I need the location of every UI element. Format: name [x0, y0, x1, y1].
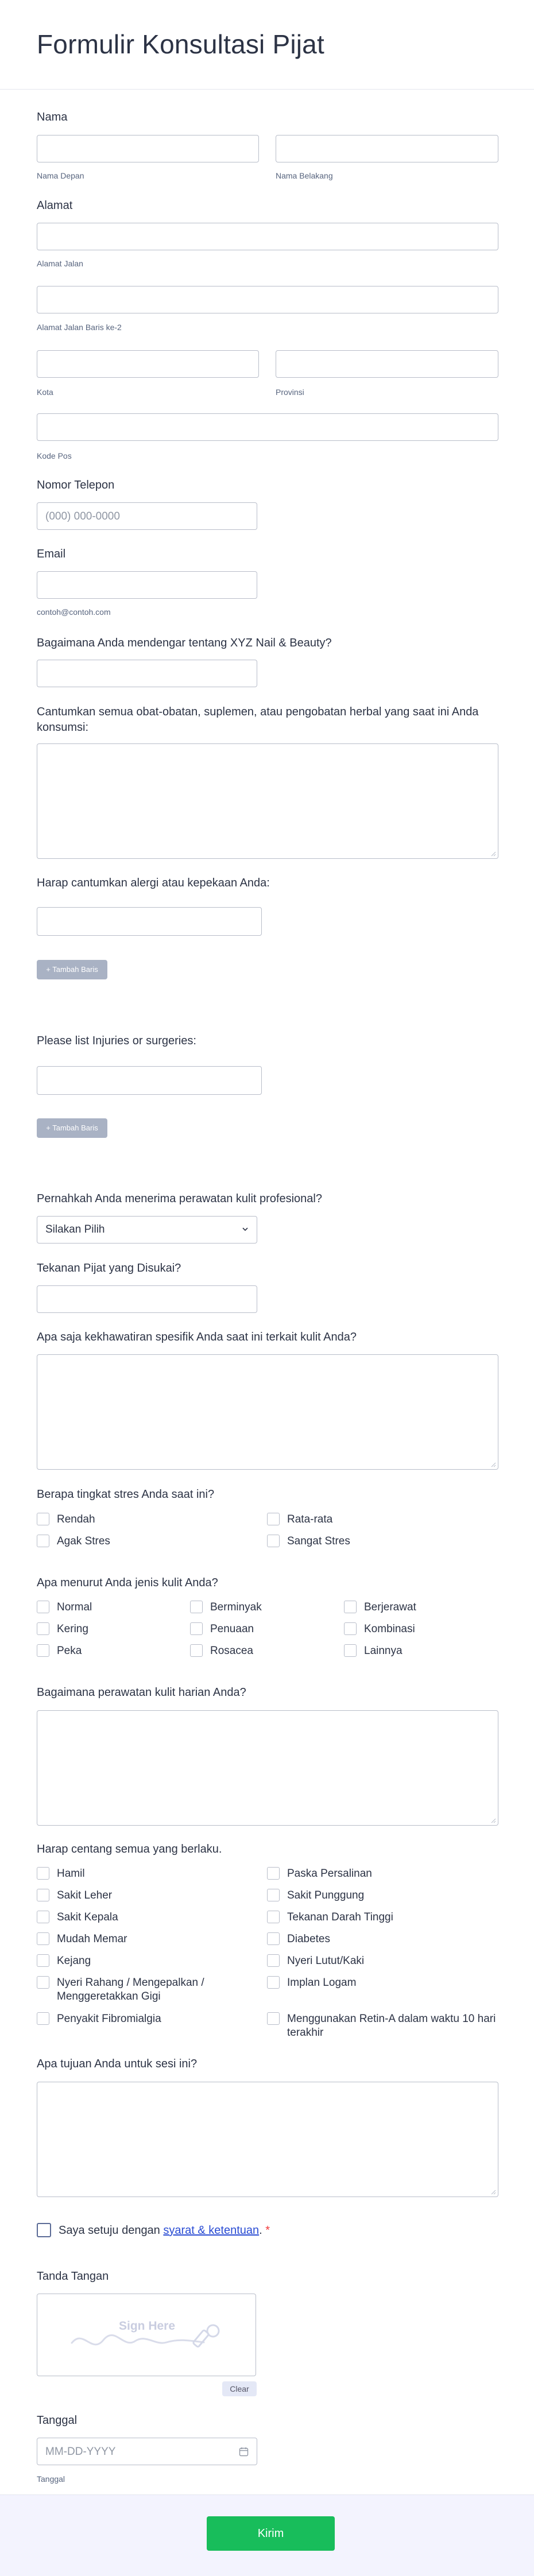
resize-grip-icon[interactable]	[490, 2189, 496, 2195]
required-mark: *	[265, 2224, 270, 2237]
checkbox[interactable]	[37, 1644, 49, 1657]
routine-textarea[interactable]	[37, 1710, 498, 1826]
chevron-down-icon	[242, 1226, 249, 1233]
checkbox[interactable]	[37, 1932, 49, 1945]
date-label: Tanggal	[37, 2414, 78, 2427]
last-name-input[interactable]	[276, 135, 498, 162]
checkbox[interactable]	[267, 1867, 280, 1880]
resize-grip-icon[interactable]	[490, 1462, 496, 1467]
signature-clear-button[interactable]: Clear	[222, 2381, 257, 2396]
street-input[interactable]	[37, 223, 498, 250]
injuries-label: Please list Injuries or surgeries:	[37, 1035, 196, 1047]
calendar-icon[interactable]	[239, 2447, 249, 2457]
concerns-textarea[interactable]	[37, 1354, 498, 1470]
skin-type-label: Apa menurut Anda jenis kulit Anda?	[37, 1576, 218, 1589]
injuries-input[interactable]	[37, 1066, 262, 1095]
checkbox[interactable]	[344, 1622, 357, 1635]
checkbox[interactable]	[190, 1601, 203, 1613]
date-sublabel: Tanggal	[37, 2474, 65, 2484]
phone-label: Nomor Telepon	[37, 479, 115, 491]
resize-grip-icon[interactable]	[490, 851, 496, 857]
conditions-label: Harap centang semua yang berlaku.	[37, 1843, 222, 1856]
province-sublabel: Provinsi	[276, 388, 304, 397]
checkbox[interactable]	[37, 1601, 49, 1613]
name-label: Nama	[37, 111, 68, 123]
agree-prefix: Saya setuju dengan	[59, 2224, 164, 2237]
checkbox[interactable]	[37, 1889, 49, 1901]
pressure-label: Tekanan Pijat yang Disukai?	[37, 1262, 181, 1275]
checkbox[interactable]	[190, 1622, 203, 1635]
checkbox[interactable]	[267, 2012, 280, 2025]
heard-input[interactable]	[37, 660, 257, 687]
phone-input[interactable]	[37, 502, 257, 530]
checkbox[interactable]	[267, 1911, 280, 1923]
allergies-add-row-button[interactable]: + Tambah Baris	[37, 960, 107, 979]
checkbox[interactable]	[267, 1954, 280, 1967]
first-name-sublabel: Nama Depan	[37, 171, 84, 180]
street-sublabel: Alamat Jalan	[37, 259, 83, 268]
signature-pad[interactable]	[37, 2294, 256, 2376]
agree-text	[59, 2223, 270, 2238]
signature-hint-text: Sign Here	[118, 2319, 176, 2333]
first-name-input[interactable]	[37, 135, 259, 162]
heard-label: Bagaimana Anda mendengar tentang XYZ Nail & Beauty?	[37, 637, 332, 649]
date-placeholder: MM-DD-YYYY	[45, 2446, 116, 2458]
checkbox[interactable]	[267, 1976, 280, 1989]
terms-link[interactable]: syarat & ketentuan	[163, 2224, 260, 2237]
agree-suffix: .	[259, 2224, 262, 2237]
goal-textarea[interactable]	[37, 2082, 498, 2197]
medications-label: Cantumkan semua obat-obatan, suplemen, atau pengobatan herbal yang saat ini Anda konsumsi:	[37, 706, 479, 734]
street2-sublabel: Alamat Jalan Baris ke-2	[37, 323, 122, 332]
checkbox[interactable]	[37, 1911, 49, 1923]
professional-select[interactable]	[37, 1216, 257, 1244]
checkbox[interactable]	[37, 1867, 49, 1880]
email-sublabel: contoh@contoh.com	[37, 607, 111, 617]
stress-label: Berapa tingkat stres Anda saat ini?	[37, 1488, 215, 1501]
last-name-sublabel: Nama Belakang	[276, 171, 333, 180]
checkbox[interactable]	[344, 1601, 357, 1613]
city-sublabel: Kota	[37, 388, 53, 397]
form-title: Formulir Konsultasi Pijat	[37, 29, 324, 59]
agree-checkbox[interactable]	[37, 2223, 51, 2237]
routine-label: Bagaimana perawatan kulit harian Anda?	[37, 1686, 246, 1699]
province-input[interactable]	[276, 350, 498, 378]
postal-code-input[interactable]	[37, 413, 498, 441]
checkbox[interactable]	[190, 1644, 203, 1657]
phone-placeholder: (000) 000-0000	[45, 510, 120, 522]
professional-selected: Silakan Pilih	[45, 1223, 105, 1235]
checkbox[interactable]	[37, 2012, 49, 2025]
resize-grip-icon[interactable]	[490, 1818, 496, 1823]
title-divider	[0, 89, 534, 90]
medications-textarea[interactable]	[37, 743, 498, 859]
date-input[interactable]	[37, 2438, 257, 2465]
checkbox[interactable]	[37, 1976, 49, 1989]
checkbox[interactable]	[344, 1644, 357, 1657]
checkbox[interactable]	[267, 1932, 280, 1945]
checkbox[interactable]	[37, 1954, 49, 1967]
city-input[interactable]	[37, 350, 259, 378]
submit-button[interactable]: Kirim	[207, 2516, 335, 2551]
checkbox[interactable]	[37, 1535, 49, 1547]
checkbox[interactable]	[37, 1622, 49, 1635]
concerns-label: Apa saja kekhawatiran spesifik Anda saat ini terkait kulit Anda?	[37, 1331, 357, 1343]
email-input[interactable]	[37, 571, 257, 599]
email-label: Email	[37, 548, 66, 560]
postal-code-sublabel: Kode Pos	[37, 451, 72, 460]
signature-hint-icon	[37, 2294, 257, 2377]
allergies-label: Harap cantumkan alergi atau kepekaan Anda:	[37, 877, 270, 889]
checkbox[interactable]	[267, 1513, 280, 1525]
injuries-add-row-button[interactable]: + Tambah Baris	[37, 1118, 107, 1138]
professional-label: Pernahkah Anda menerima perawatan kulit profesional?	[37, 1192, 322, 1205]
checkbox[interactable]	[267, 1889, 280, 1901]
checkbox[interactable]	[267, 1535, 280, 1547]
pressure-input[interactable]	[37, 1285, 257, 1313]
signature-label: Tanda Tangan	[37, 2270, 109, 2283]
allergies-input[interactable]	[37, 907, 262, 936]
goal-label: Apa tujuan Anda untuk sesi ini?	[37, 2058, 198, 2070]
checkbox[interactable]	[37, 1513, 49, 1525]
street2-input[interactable]	[37, 286, 498, 313]
address-label: Alamat	[37, 199, 73, 212]
